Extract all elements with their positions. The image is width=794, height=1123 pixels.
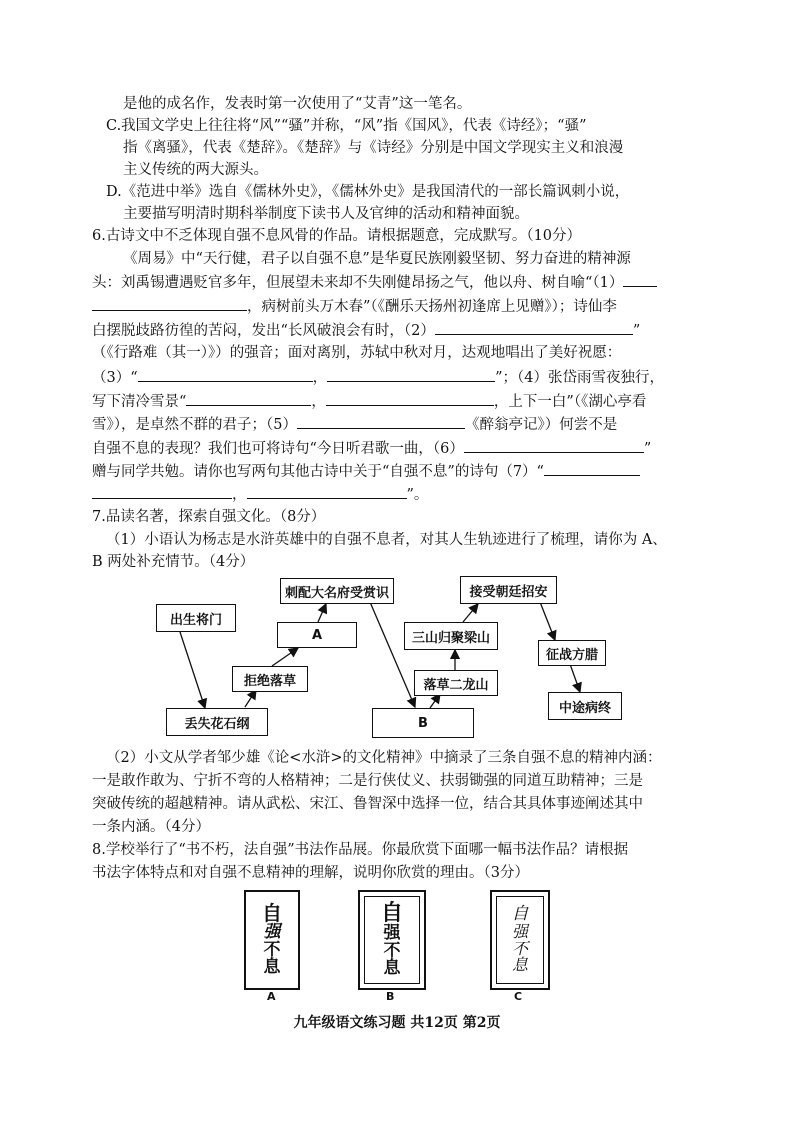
work-c-char-4: 息: [511, 955, 528, 975]
q7-title: 7.品读名著，探索自强文化。（8分）: [92, 509, 326, 525]
q6-line8-suffix: 《醉翁亭记》）何尝不是: [464, 417, 618, 433]
calligraphy-work-b[interactable]: [358, 890, 426, 990]
option-c-line3: 主义传统的两大源头。: [123, 162, 268, 178]
q6-line10-text: 赠与同学共勉。请你也写两句其他古诗中关于“自强不息”的诗句（7）“: [92, 464, 544, 480]
option-c-line1: C.我国文学史上往往将“风”“骚”并称，“风”指《国风》，代表《诗经》；“骚”: [106, 118, 587, 134]
q6-line6-suffix: ”；（4）张岱雨雪夜独行，: [495, 370, 665, 386]
node-erlong-mountain: 落草二龙山: [414, 670, 498, 696]
work-b-char-3: 不: [383, 940, 401, 961]
option-b-tail: 是他的成名作，发表时第一次使用了“艾青”这一笔名。: [123, 96, 472, 112]
q7-part1-line2: B 两处补充情节。（4分）: [92, 554, 255, 570]
work-b-label: B: [386, 990, 395, 1003]
work-b-char-1: 自: [380, 900, 403, 926]
q6-line9-text: 自强不息的表现？我们也可将诗句“今日听君歌一曲，（6）: [92, 441, 464, 457]
node-born-general-family: 出生将门: [156, 604, 236, 632]
q7-part2-line1: （2）小文从学者邹少雄《论<水浒>的文化精神》中摘录了三条自强不息的精神内涵：: [106, 750, 662, 766]
node-died-midway: 中途病终: [548, 692, 622, 720]
q6-line7-comma: ，: [311, 394, 326, 410]
work-c-char-3: 不: [511, 938, 528, 958]
calligraphy-work-a[interactable]: [244, 890, 300, 990]
node-fight-fangla: 征战方腊: [538, 640, 606, 666]
work-a-label: A: [267, 990, 276, 1003]
q6-line3-text: ，病树前头万木春”（《酬乐天扬州初逢席上见赠》）；诗仙李: [247, 299, 617, 315]
q6-title: 6.古诗文中不乏体现自强不息风骨的作品。请根据题意，完成默写。（10分）: [92, 228, 582, 244]
work-a-char-2: 强: [263, 921, 281, 942]
q7-part2-line3: 突破传统的超越精神。请从武松、宋江、鲁智深中选择一位，结合其具体事迹阐述其中: [92, 796, 643, 812]
page-footer: 九年级语文练习题 共12页 第2页: [293, 1015, 501, 1031]
node-accept-amnesty: 接受朝廷招安: [460, 576, 557, 604]
q6-line1: 《周易》中“天行健，君子以自强不息”是华夏民族刚毅坚韧、努力奋进的精神源: [123, 251, 631, 267]
node-answer-a[interactable]: A: [277, 622, 357, 648]
q6-line8-prefix: 雪》），是卓然不群的君子；（5）: [92, 417, 297, 433]
q6-line11-end: ”。: [406, 487, 429, 503]
q6-line2-text: 头：刘禹锡遭遇贬官多年，但展望未来却不失刚健昂扬之气，他以舟、树自喻“（1）: [92, 275, 624, 291]
work-c-char-2: 强: [511, 921, 528, 941]
q7-part2-line4: 一条内涵。（4分）: [92, 819, 210, 835]
node-lose-flower-stone: 丢失花石纲: [166, 708, 268, 736]
q6-line4-text: 白摆脱歧路彷徨的苦闷，发出“长风破浪会有时，（2）: [92, 323, 435, 339]
q7-part1-line1: （1）小语认为杨志是水浒英雄中的自强不息者，对其人生轨迹进行了梳理，请你为 A、: [106, 532, 667, 548]
option-c-line2: 指《离骚》，代表《楚辞》。《楚辞》与《诗经》分别是中国文学现实主义和浪漫: [123, 140, 624, 156]
work-c-label: C: [514, 990, 523, 1003]
q6-line6-prefix: （3）“: [92, 370, 138, 386]
q6-line5: （《行路难（其一）》）的强音；面对离别，苏轼中秋对月，达观地唱出了美好祝愿：: [92, 345, 622, 361]
q6-line7-prefix: 写下清冷雪景“: [92, 394, 187, 410]
work-c-char-1: 自: [511, 903, 529, 924]
work-a-char-1: 自: [262, 900, 282, 925]
q6-line6-comma: ，: [312, 370, 328, 386]
q6-line7-suffix: ，上下一白”（《湖心亭看: [493, 394, 647, 410]
node-refuse-banditry: 拒绝落草: [232, 666, 308, 692]
q6-line4-quote: ”: [632, 323, 641, 339]
option-d-line1: D.《范进中举》选自《儒林外史》，《儒林外史》是我国清代的一部长篇讽刺小说，: [106, 184, 630, 200]
q8-line2: 书法字体特点和对自强不息精神的理解，说明你欣赏的理由。（3分）: [92, 865, 529, 881]
q7-part2-line2: 一是敢作敢为、宁折不弯的人格精神；二是行侠仗义、扶弱锄强的同道互助精神；三是: [92, 773, 643, 789]
node-exiled-daming: 刺配大名府受赏识: [280, 578, 394, 604]
q8-line1: 8.学校举行了“书不朽，法自强”书法作品展。你最欣赏下面哪一幅书法作品？请根据: [92, 842, 629, 858]
option-d-line2: 主要描写明清时期科举制度下读书人及官绅的活动和精神面貌。: [123, 206, 529, 222]
node-answer-b[interactable]: B: [372, 708, 474, 738]
q6-line9-quote: ”: [643, 441, 652, 457]
q6-line11-comma: ，: [232, 487, 247, 503]
calligraphy-work-c[interactable]: [490, 890, 550, 990]
node-three-mountains-liangshan: 三山归聚梁山: [404, 622, 498, 650]
work-a-char-4: 息: [263, 957, 281, 978]
work-b-char-2: 强: [383, 922, 401, 943]
work-a-char-3: 不: [263, 939, 281, 960]
work-b-char-4: 息: [383, 958, 401, 979]
